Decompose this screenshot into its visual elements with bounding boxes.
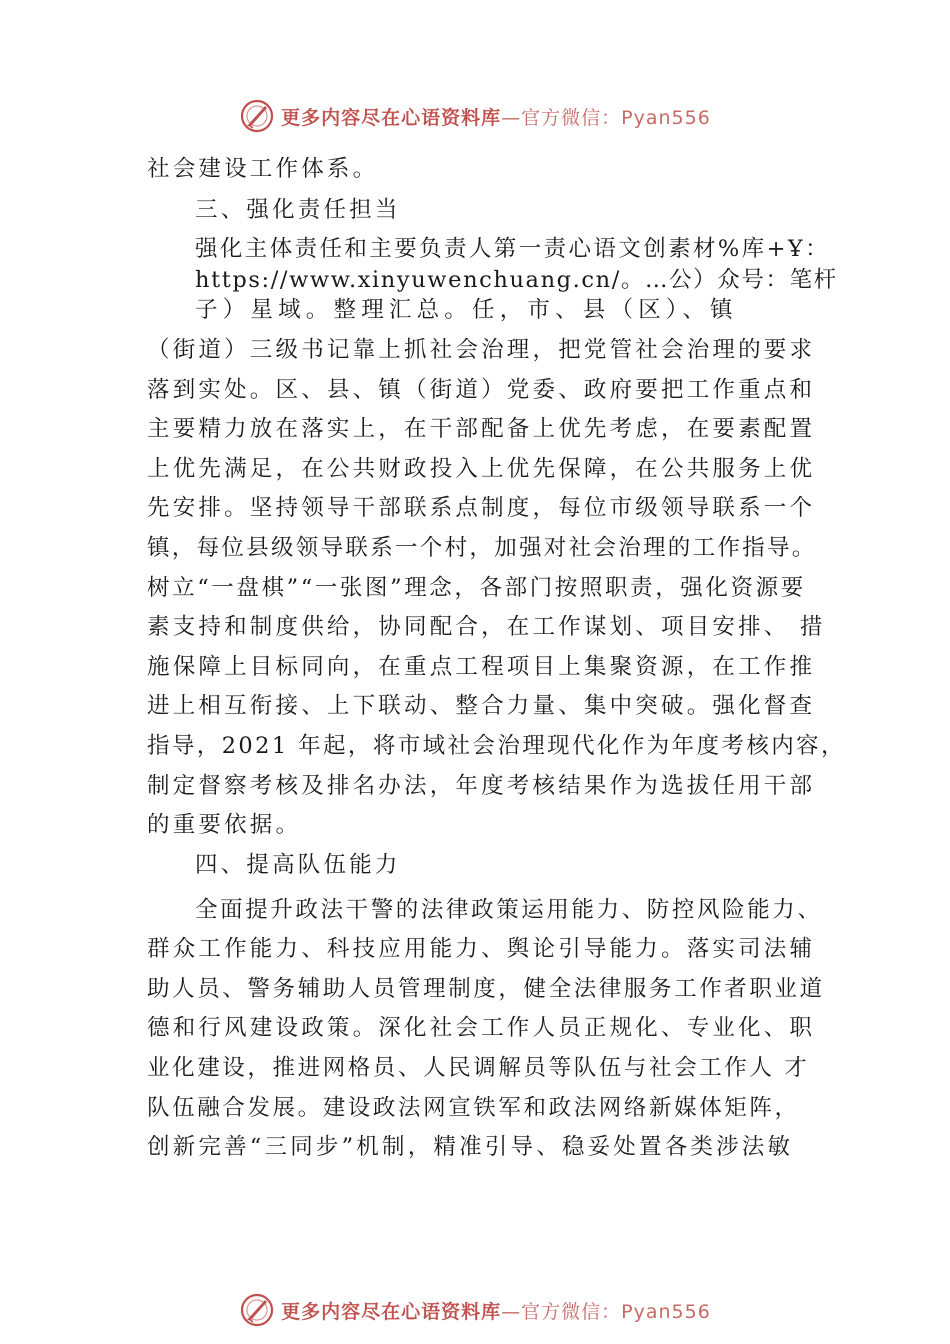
- section-heading-4: 四、提高队伍能力: [195, 852, 401, 878]
- text-line: 群众工作能力、科技应用能力、舆论引导能力。落实司法辅: [147, 936, 816, 962]
- text-line: 指导，2021 年起，将市域社会治理现代化作为年度考核内容，: [147, 733, 846, 759]
- text-line: 业化建设，推进网格员、人民调解员等队伍与社会工作人 才: [147, 1055, 810, 1081]
- quill-logo-icon: [239, 98, 275, 134]
- footer-banner: [0, 1290, 950, 1330]
- text-line: 助人员、警务辅助人员管理制度，健全法律服务工作者职业道: [147, 976, 825, 1002]
- text-line: 主要精力放在落实上，在干部配备上优先考虑，在要素配置: [147, 416, 816, 442]
- text-line: 先安排。坚持领导干部联系点制度，每位市级领导联系一个: [147, 495, 816, 521]
- text-line: 树立“一盘棋”“一张图”理念，各部门按照职责，强化资源要: [147, 575, 806, 601]
- banner-light-text: —官方微信：Pyan556: [501, 1300, 711, 1323]
- text-line: （街道）三级书记靠上抓社会治理，把党管社会治理的要求: [147, 337, 816, 363]
- text-line: 全面提升政法干警的法律政策运用能力、防控风险能力、: [195, 897, 823, 923]
- text-line: 创新完善“三同步”机制，精准引导、稳妥处置各类涉法敏: [147, 1134, 794, 1160]
- text-line: 强化主体责任和主要负责人第一责心语文创素材%库+Ұ：: [195, 236, 830, 262]
- banner-bold-text: 更多内容尽在心语资料库: [281, 106, 502, 129]
- section-heading-3: 三、强化责任担当: [195, 197, 401, 223]
- text-line: 上优先满足，在公共财政投入上优先保障，在公共服务上优: [147, 456, 816, 482]
- text-line: 社会建设工作体系。: [147, 156, 379, 182]
- banner-text: [281, 1297, 711, 1324]
- text-line: 子）星域。整理汇总。任，市、县（区）、镇: [195, 297, 738, 323]
- text-line: 的重要依据。: [147, 812, 302, 838]
- text-line: 制定督察考核及排名办法，年度考核结果作为选拔任用干部: [147, 773, 816, 799]
- text-line: 镇，每位县级领导联系一个村，加强对社会治理的工作指导。: [147, 535, 817, 561]
- banner-bold-text: 更多内容尽在心语资料库: [281, 1300, 502, 1323]
- text-line: 队伍融合发展。建设政法网宣铁军和政法网络新媒体矩阵，: [147, 1095, 800, 1121]
- text-line: 素支持和制度供给，协同配合，在工作谋划、项目安排、 措: [147, 614, 826, 640]
- text-line: 德和行风建设政策。深化社会工作人员正规化、专业化、职: [147, 1015, 816, 1041]
- banner-text: [281, 103, 711, 130]
- text-line: https://www.xinyuwenchuang.cn/。…公）众号：笔杆: [195, 267, 838, 293]
- text-line: 进上相互衔接、上下联动、整合力量、集中突破。强化督查: [147, 693, 816, 719]
- banner-light-text: —官方微信：Pyan556: [501, 106, 711, 129]
- quill-logo-icon: [239, 1292, 275, 1328]
- text-line: 落到实处。区、县、镇（街道）党委、政府要把工作重点和: [147, 377, 816, 403]
- text-line: 施保障上目标同向，在重点工程项目上集聚资源，在工作推: [147, 654, 816, 680]
- header-banner: [0, 96, 950, 136]
